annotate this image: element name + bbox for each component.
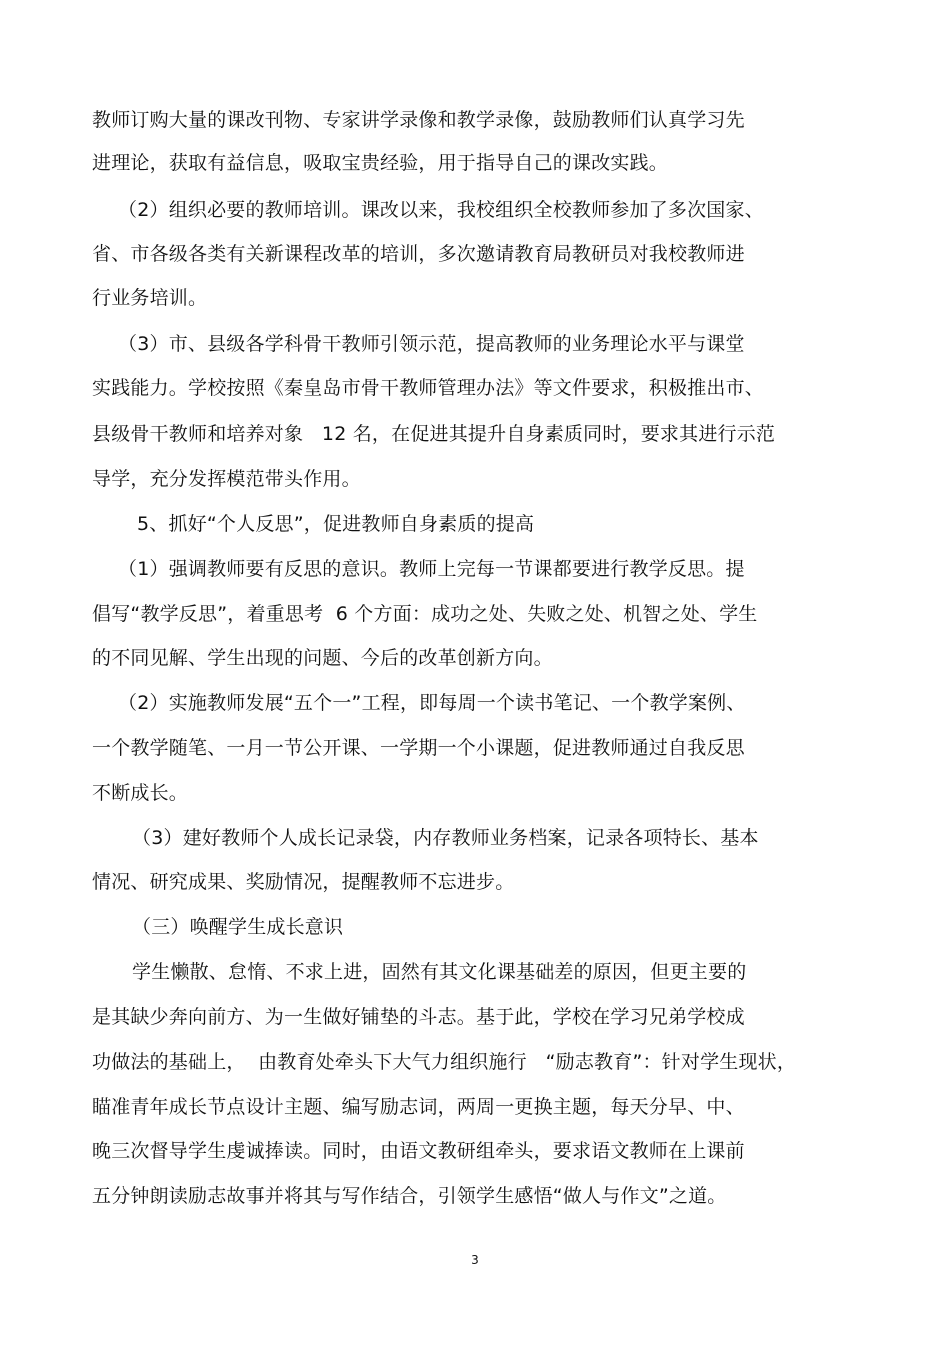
- page-number: 3: [471, 1253, 479, 1267]
- section-heading: （三）唤醒学生成长意识: [132, 916, 344, 938]
- text-line: （3）建好教师个人成长记录袋，内存教师业务档案，记录各项特长、基本: [132, 827, 759, 849]
- text-line: 导学，充分发挥模范带头作用。: [92, 468, 361, 490]
- text-line: 县级骨干教师和培养对象 12 名，在促进其提升自身素质同时，要求其进行示范: [92, 423, 776, 445]
- text-line: 功做法的基础上， 由教育处牵头下大气力组织施行 “励志教育”：针对学生现状，: [92, 1051, 797, 1073]
- text-line: 实践能力。学校按照《秦皇岛市骨干教师管理办法》等文件要求，积极推出市、: [92, 377, 765, 399]
- text-line: 进理论，获取有益信息，吸取宝贵经验，用于指导自己的课改实践。: [92, 152, 669, 174]
- text-line: 瞄准青年成长节点设计主题、编写励志词，两周一更换主题，每天分早、中、: [92, 1096, 745, 1118]
- section-heading: 5、抓好“个人反思”，促进教师自身素质的提高: [137, 513, 535, 535]
- text-line: （3）市、县级各学科骨干教师引领示范，提高教师的业务理论水平与课堂: [118, 333, 745, 355]
- text-line: （1）强调教师要有反思的意识。教师上完每一节课都要进行教学反思。提: [118, 558, 745, 580]
- text-line: 一个教学随笔、一月一节公开课、一学期一个小课题，促进教师通过自我反思: [92, 737, 745, 759]
- text-line: 学生懒散、怠惰、不求上进，固然有其文化课基础差的原因，但更主要的: [132, 961, 747, 983]
- text-line: 行业务培训。: [92, 287, 208, 309]
- text-line: 教师订购大量的课改刊物、专家讲学录像和教学录像，鼓励教师们认真学习先: [92, 109, 745, 131]
- text-line: 五分钟朗读励志故事并将其与写作结合，引领学生感悟“做人与作文”之道。: [92, 1185, 727, 1207]
- text-line: 是其缺少奔向前方、为一生做好铺垫的斗志。基于此，学校在学习兄弟学校成: [92, 1006, 745, 1028]
- text-line: 省、市各级各类有关新课程改革的培训，多次邀请教育局教研员对我校教师进: [92, 243, 745, 265]
- text-line: 不断成长。: [92, 782, 189, 804]
- text-line: 晚三次督导学生虔诚捧读。同时，由语文教研组牵头，要求语文教师在上课前: [92, 1140, 745, 1162]
- text-line: （2）组织必要的教师培训。课改以来，我校组织全校教师参加了多次国家、: [118, 199, 764, 221]
- text-line: 情况、研究成果、奖励情况，提醒教师不忘进步。: [92, 871, 515, 893]
- text-line: （2）实施教师发展“五个一”工程，即每周一个读书笔记、一个教学案例、: [118, 692, 746, 714]
- text-line: 的不同见解、学生出现的问题、今后的改革创新方向。: [92, 647, 553, 669]
- text-line: 倡写“教学反思”，着重思考 6 个方面：成功之处、失败之处、机智之处、学生: [92, 603, 758, 625]
